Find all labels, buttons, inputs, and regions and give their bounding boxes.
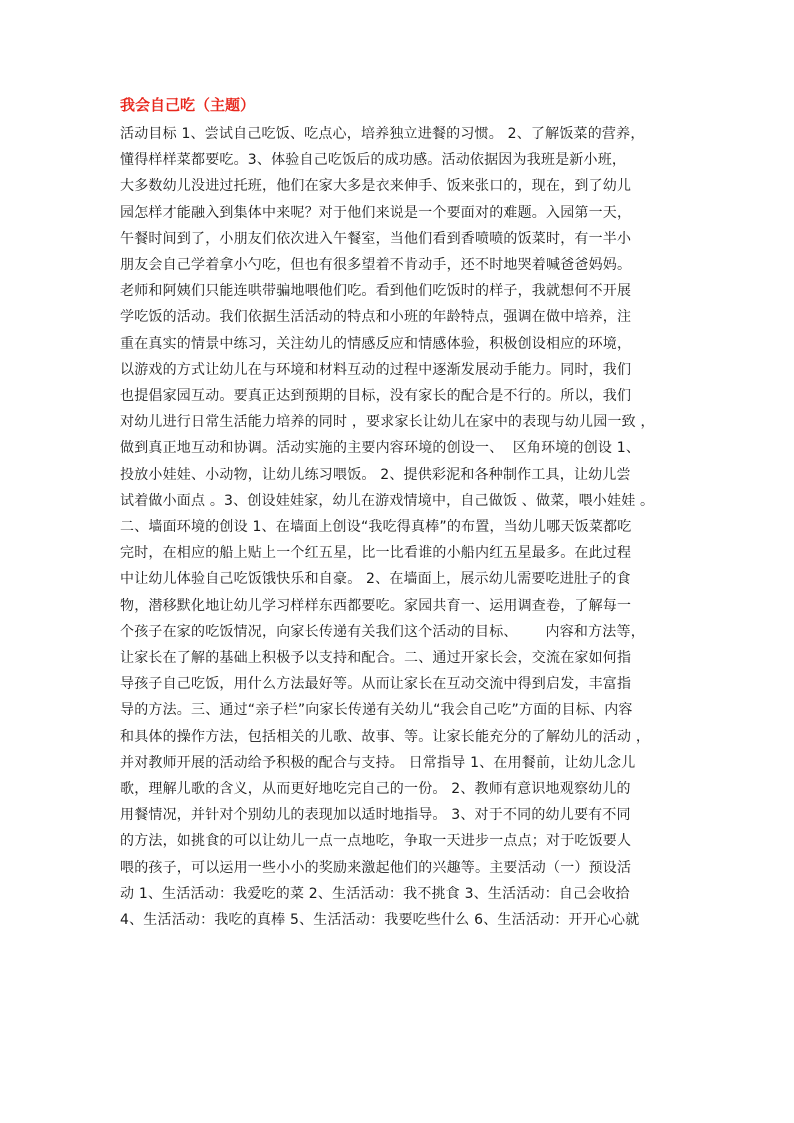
body-line: 歌，理解儿歌的含义，从而更好地吃完自己的一份。 2、教师有意识地观察幼儿的	[120, 781, 631, 797]
body-line: 做到真正地互动和协调。活动实施的主要内容环境的创设一、 区角环境的创设 1、	[120, 440, 641, 457]
body-line: 用餐情况，并针对个别幼儿的表现加以适时地指导。 3、对于不同的幼儿要有不同	[120, 807, 631, 824]
body-line: 导的方法。三、通过“亲子栏”向家长传递有关幼儿“我会自己吃”方面的目标、内容	[120, 702, 633, 719]
body-line: 学吃饭的活动。我们依据生活活动的特点和小班的年龄特点，强调在做中培养，注	[120, 309, 632, 326]
body-line: 动 1、生活活动：我爱吃的菜 2、生活活动：我不挑食 3、生活活动：自己会收拾	[120, 885, 630, 902]
body-line: 朋友会自己学着拿小勺吃，但也有很多望着不肯动手，还不时地哭着喊爸爸妈妈。	[120, 257, 632, 273]
body-line: 对幼儿进行日常生活能力培养的同时 ，要求家长让幼儿在家中的表现与幼儿园一致 ，	[120, 414, 655, 431]
body-line: 懂得样样菜都要吃。3、体验自己吃饭后的成功感。活动依据因为我班是新小班，	[120, 152, 627, 169]
body-line: 也提倡家园互动。要真正达到预期的目标，没有家长的配合是不行的。所以，我们	[120, 388, 632, 404]
body-line: 活动目标 1、尝试自己吃饭、吃点心，培养独立进餐的习惯。 2、了解饭菜的营养，	[120, 126, 645, 142]
body-line: 中让幼儿体验自己吃饭饿快乐和自豪。 2、在墙面上，展示幼儿需要吃进肚子的食	[120, 571, 631, 588]
body-line: 试着做小面点 。3、创设娃娃家，幼儿在游戏情境中，自己做饭 、做菜，喂小娃娃 。	[120, 492, 655, 509]
body-line: 完时，在相应的船上贴上一个红五星，比一比看谁的小船内红五星最多。在此过程	[120, 545, 632, 562]
body-line: 4、生活活动：我吃的真棒 5、生活活动：我要吃些什么 6、生活活动：开开心心就	[120, 912, 640, 928]
body-line: 午餐时间到了，小朋友们依次进入午餐室，当他们看到香喷喷的饭菜时，有一半小	[120, 230, 632, 247]
body-line: 喂的孩子，可以运用一些小小的奖励来激起他们的兴趣等。主要活动（一）预设活	[120, 859, 632, 876]
body-line: 以游戏的方式让幼儿在与环境和材料互动的过程中逐渐发展动手能力。同时，我们	[120, 361, 632, 378]
body-line: 大多数幼儿没进过托班，他们在家大多是衣来伸手、饭来张口的，现在，到了幼儿	[120, 178, 632, 195]
body-line: 老师和阿姨们只能连哄带骗地喂他们吃。看到他们吃饭时的样子，我就想何不开展	[120, 283, 632, 300]
document-title: 我会自己吃（主题）	[120, 96, 256, 114]
body-line: 和具体的操作方法，包括相关的儿歌、故事、等。让家长能充分的了解幼儿的活动 ，	[120, 728, 651, 745]
body-line: 物，潜移默化地让幼儿学习样样东西都要吃。家园共育一、运用调查卷，了解每一	[120, 597, 632, 614]
body-line: 并对教师开展的活动给予积极的配合与支持。 日常指导 1、在用餐前，让幼儿念儿	[120, 754, 636, 771]
body-line: 导孩子自己吃饭，用什么方法最好等。从而让家长在互动交流中得到启发，丰富指	[120, 676, 632, 693]
body-line: 重在真实的情景中练习，关注幼儿的情感反应和情感体验，积极创设相应的环境，	[120, 335, 632, 352]
body-line: 让家长在了解的基础上积极予以支持和配合。二、通过开家长会，交流在家如何指	[120, 650, 632, 666]
body-line: 的方法，如挑食的可以让幼儿一点一点地吃，争取一天进步一点点；对于吃饭要人	[120, 833, 632, 850]
body-line: 投放小娃娃、小动物，让幼儿练习喂饭。 2、提供彩泥和各种制作工具，让幼儿尝	[120, 466, 631, 483]
body-line: 二、墙面环境的创设 1、在墙面上创设“我吃得真棒”的布置，当幼儿哪天饭菜都吃	[120, 519, 632, 535]
body-line: 园怎样才能融入到集体中来呢？对于他们来说是一个要面对的难题。入园第一天，	[120, 204, 632, 221]
body-line: 个孩子在家的吃饭情况，向家长传递有关我们这个活动的目标、 内容和方法等，	[120, 623, 645, 640]
